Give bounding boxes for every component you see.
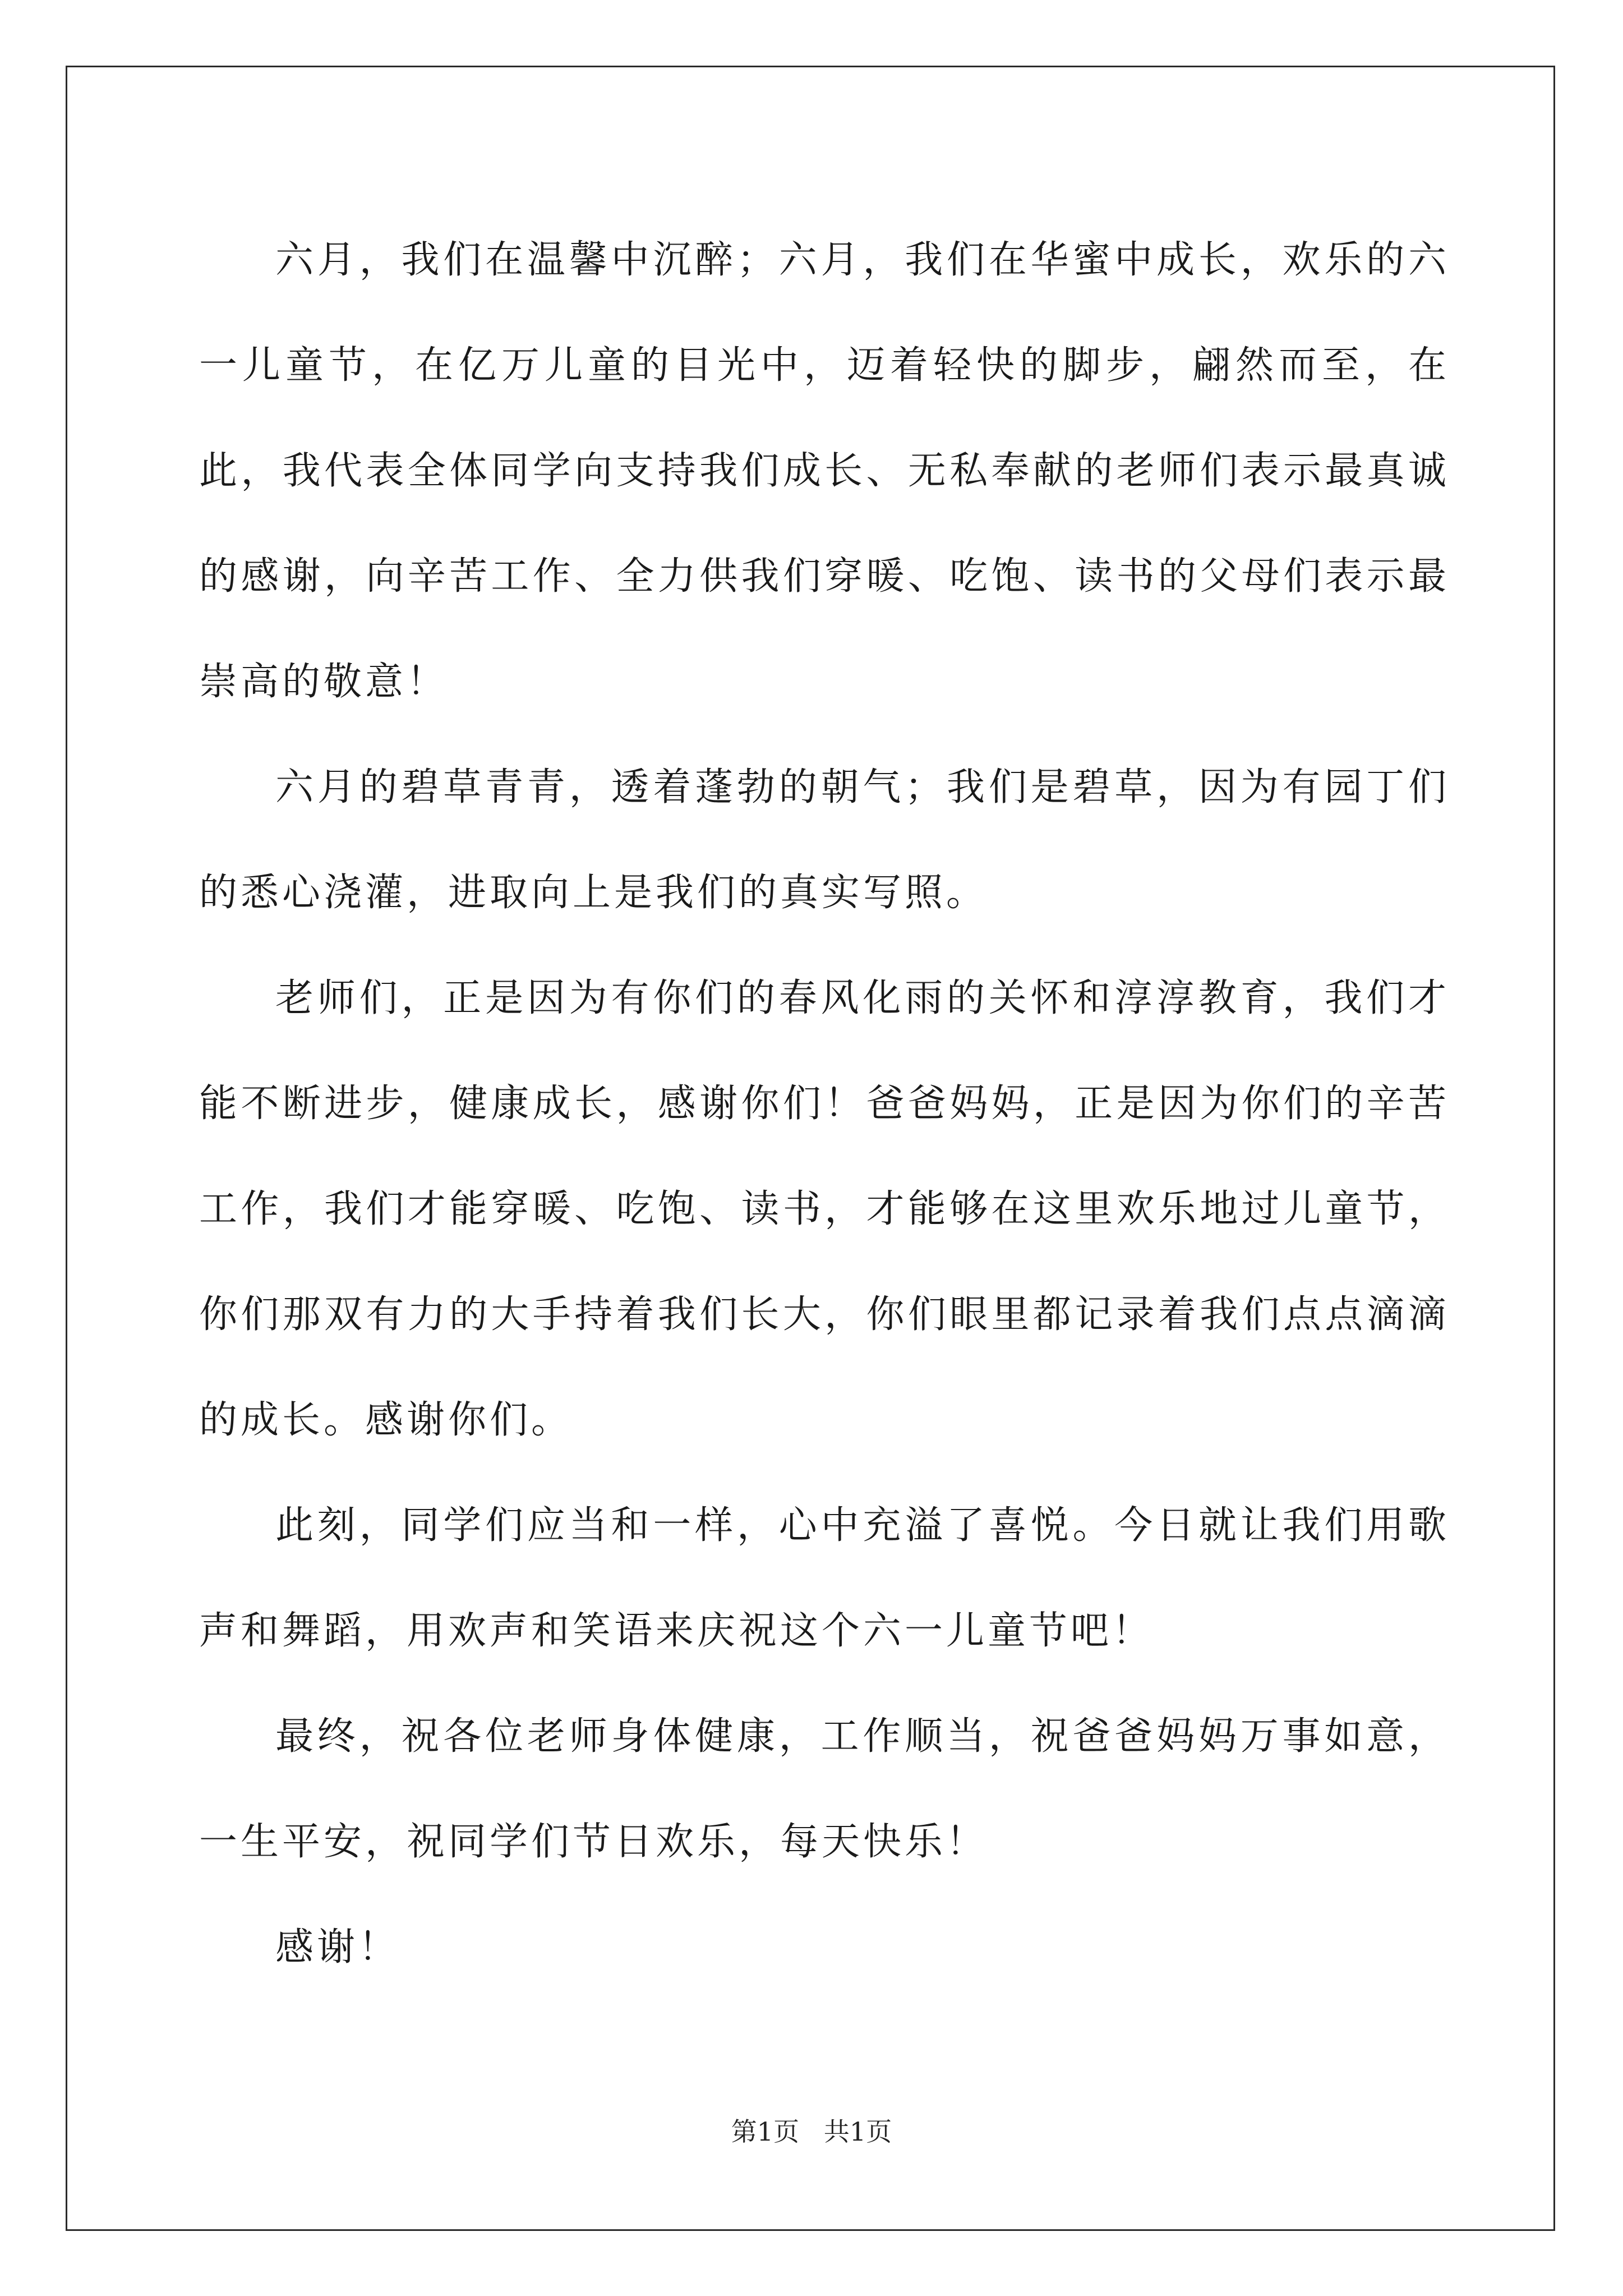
page-number-label: 第1页 共1页 [731, 2116, 892, 2147]
paragraph-5: 最终，祝各位老师身体健康，工作顺当，祝爸爸妈妈万事如意，一生平安，祝同学们节日欢乐，每天快乐！ [199, 1714, 1450, 1864]
paragraph-4: 此刻，同学们应当和一样，心中充溢了喜悦。今日就让我们用歌声和舞蹈，用欢声和笑语来庆祝这个六一儿童节吧！ [199, 1503, 1450, 1653]
document-body [199, 208, 1450, 2000]
page-footer [0, 2115, 1623, 2148]
paragraph-3: 老师们，正是因为有你们的春风化雨的关怀和淳淳教育，我们才能不断进步，健康成长，感谢你们！爸爸妈妈，正是因为你们的辛苦工作，我们才能穿暖、吃饱、读书，才能够在这里欢乐地过儿童节，你们那双有力的大手持着我们长大，你们眼里都记录着我们点点滴滴的成长。感谢你们。 [199, 976, 1450, 1442]
paragraph-1: 六月，我们在温馨中沉醉；六月，我们在华蜜中成长，欢乐的六一儿童节，在亿万儿童的目光中，迈着轻快的脚步，翩然而至，在此，我代表全体同学向支持我们成长、无私奉献的老师们表示最真诚的感谢，向辛苦工作、全力供我们穿暖、吃饱、读书的父母们表示最崇高的敬意！ [199, 238, 1450, 704]
paragraph-2: 六月的碧草青青，透着蓬勃的朝气；我们是碧草，因为有园丁们的悉心浇灌，进取向上是我们的真实写照。 [199, 765, 1450, 915]
paragraph-6: 感谢！ [275, 1925, 400, 1970]
